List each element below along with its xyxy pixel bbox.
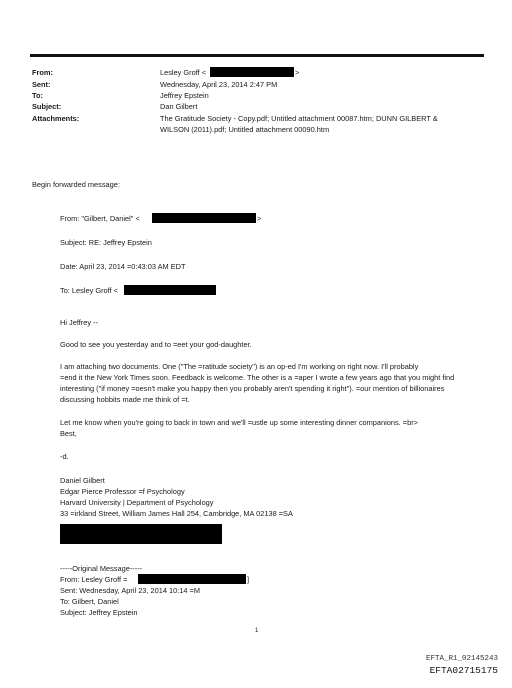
- from-value: Lesley Groff <: [160, 68, 207, 77]
- body-paragraph-1: Good to see you yesterday and to =eet your god-daughter.: [60, 340, 252, 349]
- forward-date: Date: April 23, 2014 =0:43:03 AM EDT: [60, 262, 186, 271]
- original-from: From: Lesley Groff =: [60, 575, 128, 584]
- signature-address: 33 =irkland Street, William James Hall 254, Cambridge, MA 02138 =SA: [60, 509, 293, 518]
- subject-label: Subject:: [32, 102, 62, 111]
- redaction-bar: [152, 213, 256, 223]
- sent-value: Wednesday, April 23, 2014 2:47 PM: [160, 80, 278, 89]
- to-value: Jeffrey Epstein: [160, 91, 209, 100]
- body-paragraph-2-line-3: interesting ("if money =oesn't make you happy then you probably aren't spending it right"). =our mention of billionaires: [60, 384, 445, 393]
- redaction-bar: [60, 524, 222, 544]
- attachments-line-1: The Gratitude Society - Copy.pdf; Untitled attachment 00087.htm; DUNN GILBERT &: [160, 114, 438, 123]
- original-from-suffix: ]: [247, 575, 250, 584]
- redaction-bar: [210, 67, 294, 77]
- signature-name: Daniel Gilbert: [60, 476, 105, 485]
- body-paragraph-2-line-1: I am attaching two documents. One ("The =ratitude society") is an op-ed I'm working on right now. I'll probably: [60, 362, 419, 371]
- forward-subject: Subject: RE: Jeffrey Epstein: [60, 238, 152, 247]
- forward-from-suffix: >: [257, 214, 262, 223]
- subject-value: Dan Gilbert: [160, 102, 198, 111]
- forward-intro: Begin forwarded message:: [32, 180, 120, 189]
- original-to: To: Gilbert, Daniel: [60, 597, 119, 606]
- original-subject: Subject: Jeffrey Epstein: [60, 608, 138, 617]
- bates-number-primary: EFTA_R1_02145243: [425, 655, 498, 663]
- body-paragraph-2-line-4: discussing hobbits made me think of =t.: [60, 395, 190, 404]
- signature-title: Edgar Pierce Professor =f Psychology: [60, 487, 185, 496]
- body-paragraph-3-line-1: Let me know when you're going to back in town and we'll =ustle up some interesting dinner companions. =br>: [60, 418, 418, 427]
- body-paragraph-3-line-2: Best,: [60, 429, 77, 438]
- forward-from: From: "Gilbert, Daniel" <: [60, 214, 140, 223]
- attachments-line-2: WILSON (2011).pdf; Untitled attachment 00090.htm: [160, 125, 330, 134]
- redaction-bar: [138, 574, 246, 584]
- page-number: 1: [255, 628, 259, 634]
- redaction-bar: [124, 285, 216, 295]
- attachments-label: Attachments:: [32, 114, 80, 123]
- to-label: To:: [32, 91, 43, 100]
- from-suffix: >: [295, 68, 300, 77]
- signoff: -d.: [60, 452, 69, 461]
- signature-department: Harvard University | Department of Psychology: [60, 498, 214, 507]
- header-rule: [30, 54, 484, 57]
- sent-label: Sent:: [32, 80, 51, 89]
- body-paragraph-2-line-2: =end it the New York Times soon. Feedback is welcome. The other is a =aper I wrote a few years ago that you might find: [60, 373, 455, 382]
- forward-to: To: Lesley Groff <: [60, 286, 118, 295]
- greeting: Hi Jeffrey --: [60, 318, 99, 327]
- original-sent: Sent: Wednesday, April 23, 2014 10:14 =M: [60, 586, 201, 595]
- bates-number-secondary: EFTA02715175: [429, 665, 498, 676]
- from-label: From:: [32, 68, 53, 77]
- original-divider: -----Original Message-----: [60, 564, 143, 573]
